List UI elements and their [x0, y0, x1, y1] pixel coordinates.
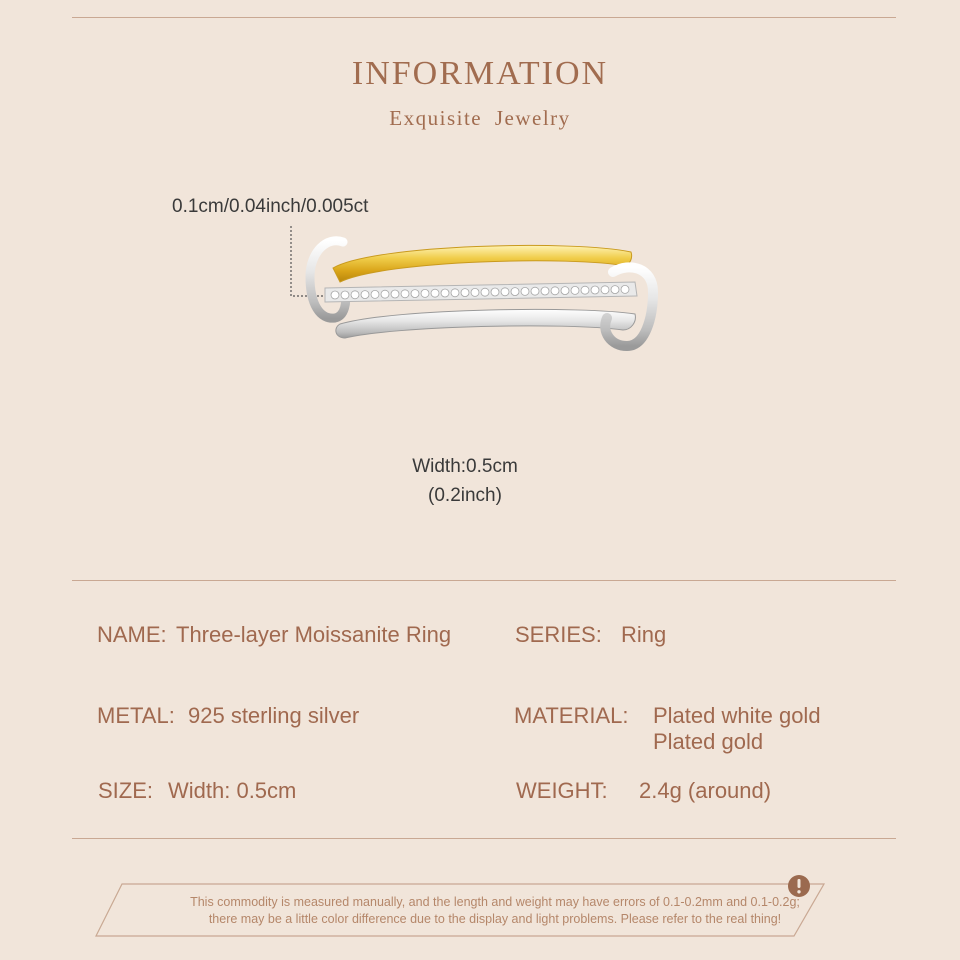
spec-size-value: Width: 0.5cm	[168, 778, 297, 803]
notice-line-1: This commodity is measured manually, and the length and weight may have errors of 0.1-0.2mm and 0.1-0.2g;	[190, 895, 800, 909]
notice-text	[110, 894, 880, 928]
notice-line-2: there may be a little color difference due to the display and light problems. Please refer to the real thing!	[208, 912, 782, 926]
spec-weight-value: 2.4g (around)	[639, 778, 772, 803]
spec-series-value: Ring	[621, 622, 667, 647]
page-subtitle: Exquisite Jewelry	[389, 106, 571, 130]
spec-material-label: MATERIAL:	[514, 703, 629, 728]
middle-divider	[72, 580, 896, 581]
spec-material-value-2: Plated gold	[653, 729, 764, 754]
stone-size-label: 0.1cm/0.04inch/0.005ct	[172, 196, 369, 217]
spec-material-value	[653, 703, 821, 755]
spec-weight-label: WEIGHT:	[516, 778, 608, 803]
spec-metal-label: METAL:	[97, 703, 175, 728]
spec-name-label: NAME:	[97, 622, 167, 647]
spec-material-value-1: Plated white gold	[653, 703, 821, 728]
spec-size-label: SIZE:	[98, 778, 154, 803]
top-divider	[72, 17, 896, 18]
page-title: INFORMATION	[351, 55, 609, 92]
width-label-imperial: (0.2inch)	[428, 485, 502, 506]
spec-name-value: Three-layer Moissanite Ring	[176, 622, 452, 647]
spec-series-label: SERIES:	[515, 622, 602, 647]
width-label-metric: Width:0.5cm	[412, 456, 518, 477]
bottom-divider	[72, 838, 896, 839]
ring-image	[285, 222, 665, 362]
spec-metal-value: 925 sterling silver	[188, 703, 360, 728]
width-label	[0, 452, 930, 510]
